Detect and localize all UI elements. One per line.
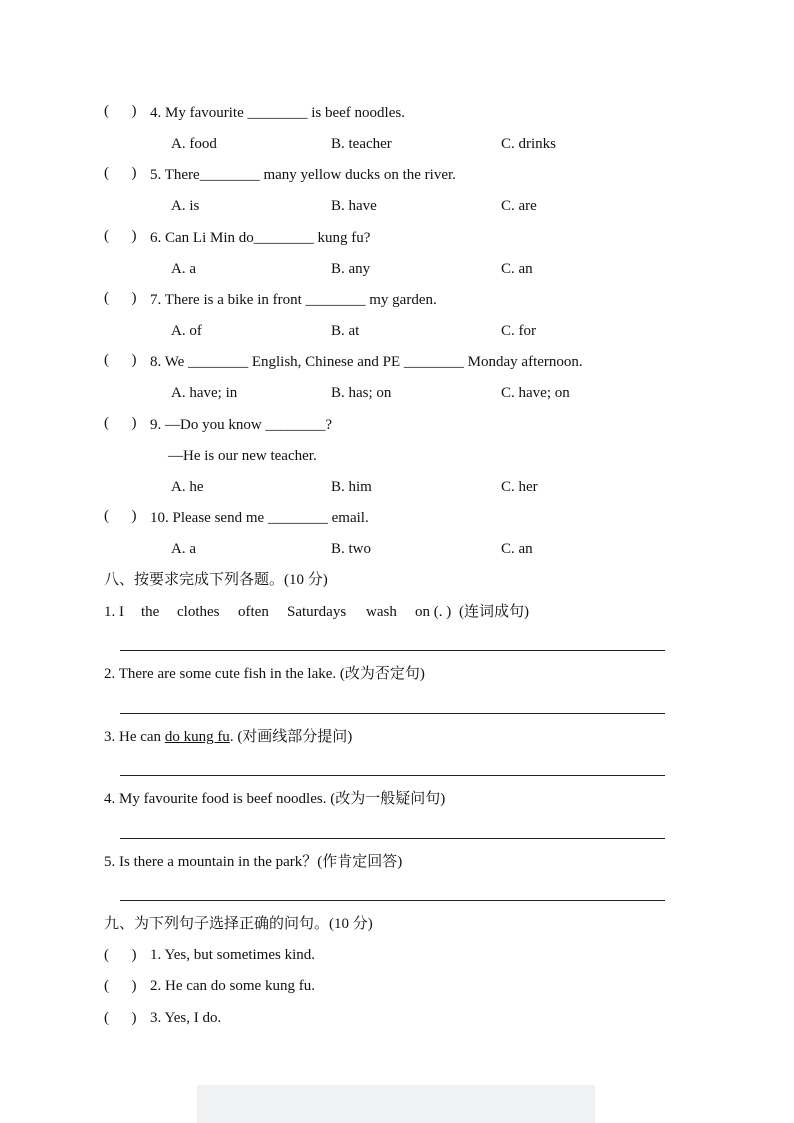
answer-bracket[interactable]: ( ) [104, 165, 137, 181]
answer-line[interactable] [120, 713, 665, 714]
answer-bracket[interactable]: ( ) [104, 103, 137, 119]
section-9-title: 九、为下列句子选择正确的问句。(10 分) [104, 916, 373, 932]
answer-line[interactable] [120, 775, 665, 776]
option-c: C. are [501, 198, 537, 214]
item-text: 1. Yes, but sometimes kind. [150, 947, 316, 963]
question-stem: 7. There is a bike in front ________ my garden. [150, 292, 437, 308]
question-stem: 6. Can Li Min do________ kung fu? [150, 230, 371, 246]
answer-bracket[interactable]: ( ) [104, 978, 137, 994]
option-a: A. a [171, 261, 196, 277]
answer-bracket[interactable]: ( ) [104, 228, 137, 244]
option-a: A. have; in [171, 385, 238, 401]
question-stem: 10. Please send me ________ email. [150, 510, 369, 526]
answer-bracket[interactable]: ( ) [104, 947, 137, 963]
answer-bracket[interactable]: ( ) [104, 290, 137, 306]
option-a: A. he [171, 479, 204, 495]
option-c: C. an [501, 261, 533, 277]
answer-bracket[interactable]: ( ) [104, 1010, 137, 1026]
instruction-note: (连词成句) [459, 604, 529, 620]
footer-placeholder [197, 1085, 595, 1123]
option-a: A. is [171, 198, 200, 214]
option-c: C. an [501, 541, 533, 557]
scrambled-word: clothes [177, 604, 220, 620]
s8-question-2: 2. There are some cute fish in the lake. (改为否定句) [104, 666, 425, 682]
question-stem-reply: —He is our new teacher. [168, 448, 317, 464]
answer-bracket[interactable]: ( ) [104, 508, 137, 524]
s8-question-4: 4. My favourite food is beef noodles. (改为一般疑问句) [104, 791, 446, 807]
option-c: C. her [501, 479, 538, 495]
scrambled-word: the [141, 604, 160, 620]
option-b: B. at [331, 323, 360, 339]
option-b: B. teacher [331, 136, 392, 152]
option-b: B. have [331, 198, 377, 214]
option-a: A. of [171, 323, 202, 339]
answer-bracket[interactable]: ( ) [104, 352, 137, 368]
option-b: B. any [331, 261, 371, 277]
s8-question-5: 5. Is there a mountain in the park？(作肯定回答) [104, 854, 403, 870]
answer-line[interactable] [120, 650, 665, 651]
underlined-phrase: do kung fu [164, 729, 230, 745]
option-b: B. him [331, 479, 372, 495]
question-stem: 8. We ________ English, Chinese and PE ________ Monday afternoon. [150, 354, 583, 370]
q3-pre: 3. He can [104, 729, 165, 745]
scrambled-word: wash [366, 604, 397, 620]
scrambled-word: on (. ) [415, 604, 452, 620]
option-a: A. food [171, 136, 217, 152]
scrambled-word: often [238, 604, 269, 620]
answer-bracket[interactable]: ( ) [104, 415, 137, 431]
q1-number: 1. I [104, 604, 124, 620]
item-text: 3. Yes, I do. [150, 1010, 222, 1026]
option-b: B. has; on [331, 385, 392, 401]
question-stem: 4. My favourite ________ is beef noodles. [150, 105, 405, 121]
scrambled-word: Saturdays [287, 604, 347, 620]
question-stem: 9. —Do you know ________? [150, 417, 333, 433]
section-8-title: 八、按要求完成下列各题。(10 分) [104, 572, 328, 588]
question-stem: 5. There________ many yellow ducks on the river. [150, 167, 456, 183]
option-c: C. drinks [501, 136, 557, 152]
option-c: C. have; on [501, 385, 570, 401]
option-a: A. a [171, 541, 196, 557]
answer-line[interactable] [120, 900, 665, 901]
answer-line[interactable] [120, 838, 665, 839]
option-c: C. for [501, 323, 536, 339]
q3-post: . (对画线部分提问) [229, 729, 353, 745]
item-text: 2. He can do some kung fu. [150, 978, 315, 994]
s8-question-3 [104, 727, 352, 747]
option-b: B. two [331, 541, 372, 557]
